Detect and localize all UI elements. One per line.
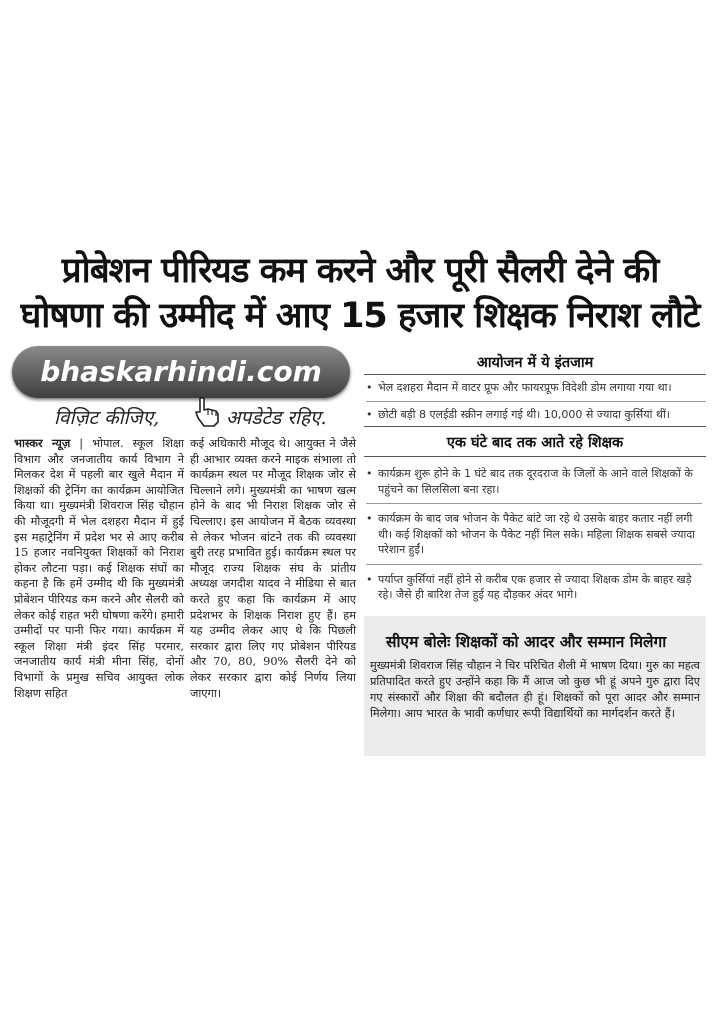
- divider: [364, 374, 706, 375]
- divider: [364, 456, 706, 457]
- cm-box-text: मुख्यमंत्री शिवराज सिंह चौहान ने चिर परिचित शैली में भाषण दिया। गुरु का महत्व प्रतिपादित करते हुए उन्होंने कहा कि मैं आज जो कुछ भी हूं अपने गुरु द्वारा दिए गए संस्कारों और शिक्षा की बदौलत ही हूं। शिक्षकों को पूरा आदर और सम्मान मिलेगा। आप भारत के भावी कर्णधार रूपी विद्यार्थियों का मार्गदर्शन करते हैं।: [370, 659, 700, 720]
- article-column-1: भास्कर न्यूज़ | भोपाल. स्कूल शिक्षा विभाग और जनजातीय कार्य विभाग ने मिलकर देश में पहली बार खुले मैदान में शिक्षकों की ट्रेनिंग का कार्यक्रम आयोजित किया था। मुख्यमंत्री शिवराज सिंह चौहान की मौजूदगी में भेल दशहरा मैदान में हुई इस महाट्रेनिंग में प्रदेश भर से आए करीब 15 हजार नवनियुक्त शिक्षकों को निराश होकर लौटना पड़ा। कई शिक्षक संघों का कहना है कि हमें उम्मीद थी कि मुख्यमंत्री प्रोबेशन पीरियड कम करने और सैलरी को लेकर कोई राहत भरी घोषणा करेंगे। हमारी उम्मीदों पर पानी फिर गया। कार्यक्रम में स्कूल शिक्षा मंत्री इंदर सिंह परमार, जनजातीय कार्य मंत्री मीना सिंह, दोनों विभागों के प्रमुख सचिव आयुक्त लोक शिक्षण सहित: [14, 436, 184, 700]
- cm-quote-box: [364, 616, 706, 756]
- tagline-stay-updated: अपडेटेड रहिए.: [226, 407, 327, 429]
- pointing-hand-icon: [190, 394, 224, 428]
- article-body-1: स्कूल शिक्षा विभाग और जनजातीय कार्य विभाग ने मिलकर देश में पहली बार खुले मैदान में शिक्षकों की ट्रेनिंग का कार्यक्रम आयोजित किया था। मुख्यमंत्री शिवराज सिंह चौहान की मौजूदगी में भेल दशहरा मैदान में हुई इस महाट्रेनिंग में प्रदेश भर से आए करीब 15 हजार नवनियुक्त शिक्षकों को निराश होकर लौटना पड़ा। कई शिक्षक संघों का कहना है कि हमें उम्मीद थी कि मुख्यमंत्री प्रोबेशन पीरियड कम करने और सैलरी को लेकर कोई राहत भरी घोषणा करेंगे। हमारी उम्मीदों पर पानी फिर गया। कार्यक्रम में स्कूल शिक्षा मंत्री इंदर सिंह परमार, जनजातीय कार्य मंत्री मीना सिंह, दोनों विभागों के प्रमुख सचिव आयुक्त लोक शिक्षण सहित: [14, 437, 184, 700]
- divider: [364, 426, 706, 427]
- headline-line-1: प्रोबेशन पीरियड कम करने और पूरी सैलरी देने की: [61, 251, 659, 291]
- article-column-2: [190, 436, 356, 701]
- list-item: • कार्यक्रम शुरू होने के 1 घंटे बाद तक दूरदराज के जिलों के आने वाले शिक्षकों के पहुंचने का सिलसिला बना रहा।: [366, 466, 702, 504]
- bhaskarhindi-banner[interactable]: [12, 346, 350, 398]
- headline-line-2: घोषणा की उम्मीद में आए 15 हजार शिक्षक निराश लौटे: [20, 296, 700, 336]
- arrangements-heading: आयोजन में ये इंतजाम: [476, 355, 594, 371]
- list-item: • कार्यक्रम के बाद जब भोजन के पैकेट बांटे जा रहे थे उसके बाहर कतार नहीं लगी थी। कई शिक्षकों को भोजन के पैकेट नहीं मिल सके। महिला शिक्षक सबसे ज्यादा परेशान हुईं।: [366, 511, 702, 565]
- arrangements-list: [366, 380, 706, 422]
- teachers-list: [366, 466, 702, 603]
- teachers-heading: एक घंटे बाद तक आते रहे शिक्षक: [446, 435, 624, 451]
- bhaskarhindi-logo: bhaskarhindi.com: [40, 355, 322, 388]
- article-body-2: कई अधिकारी मौजूद थे। आयुक्त ने जैसे ही आभार व्यक्त करने माइक संभाला तो कार्यक्रम स्थल पर मौजूद शिक्षक जोर से चिल्लाने लगे। मुख्यमंत्री का भाषण खत्म होने के बाद भी निराश शिक्षक जोर से चिल्लाए। इस आयोजन में बैठक व्यवस्था से लेकर भोजन बांटने तक की व्यवस्था बुरी तरह प्रभावित हुई। कार्यक्रम स्थल पर मौजूद राज्य शिक्षक संघ के प्रांतीय अध्यक्ष जगदीश यादव ने मीडिया से बात करते हुए कहा कि कार्यक्रम में आए प्रदेशभर के शिक्षक निराश हुए हैं। हम यह उम्मीद लेकर आए थे कि पिछली सरकार द्वारा लिए गए प्रोबेशन पीरियड और 70, 80, 90% सैलरी देने को लेकर सरकार द्वारा कोई निर्णय लिया जाएगा।: [190, 437, 356, 700]
- list-item: • पर्याप्त कुर्सियां नहीं होने से करीब एक हजार से ज्यादा शिक्षक डोम के बाहर खड़े रहे। जैसे ही बारिश तेज हुई यह दौड़कर अंदर भागे।: [366, 572, 702, 603]
- dateline: भोपाल.: [92, 437, 124, 450]
- list-item: • छोटी बड़ी 8 एलईडी स्क्रीन लगाई गई थी। 10,000 से ज्यादा कुर्सियां थीं।: [366, 407, 706, 423]
- byline: भास्कर न्यूज़: [14, 436, 71, 450]
- list-item: • भेल दशहरा मैदान में वाटर प्रूफ और फायरप्रूफ विदेशी डोम लगाया गया था।: [366, 380, 706, 402]
- tagline-visit: विज़िट कीजिए,: [54, 407, 160, 429]
- cm-box-heading: सीएम बोलेः शिक्षकों को आदर और सम्मान मिलेगा: [386, 633, 667, 651]
